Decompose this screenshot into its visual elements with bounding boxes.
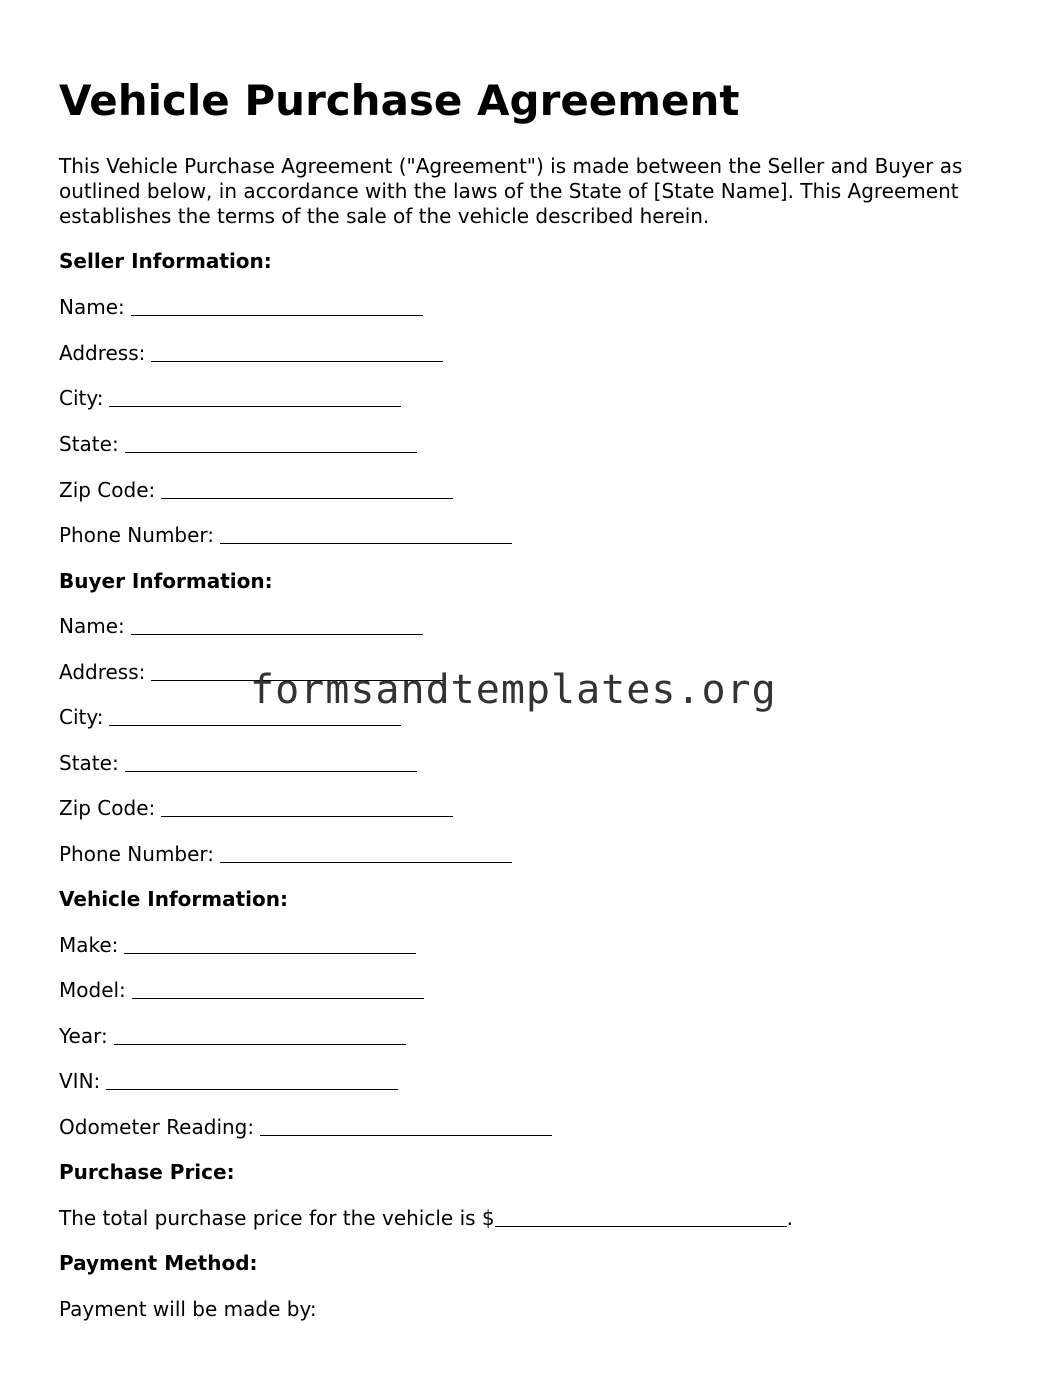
- seller-phone-field: [59, 522, 512, 548]
- price-text-before: The total purchase price for the vehicle is $: [59, 1206, 495, 1230]
- seller-city-label: City:: [59, 386, 104, 410]
- seller-name-label: Name:: [59, 295, 125, 319]
- vehicle-heading: Vehicle Information:: [59, 887, 288, 911]
- seller-address-label: Address:: [59, 341, 146, 365]
- vehicle-model-blank[interactable]: [132, 980, 424, 999]
- seller-state-label: State:: [59, 432, 119, 456]
- price-text-after: .: [786, 1206, 793, 1230]
- seller-address-blank[interactable]: [151, 343, 443, 362]
- seller-phone-blank[interactable]: [220, 525, 512, 544]
- seller-city-field: [59, 385, 401, 411]
- vehicle-year-label: Year:: [59, 1024, 108, 1048]
- buyer-address-label: Address:: [59, 660, 146, 684]
- vehicle-year-field: [59, 1023, 406, 1049]
- payment-heading: Payment Method:: [59, 1251, 258, 1275]
- vehicle-vin-label: VIN:: [59, 1069, 101, 1093]
- buyer-state-label: State:: [59, 751, 119, 775]
- buyer-heading: Buyer Information:: [59, 569, 273, 593]
- vehicle-make-label: Make:: [59, 933, 119, 957]
- seller-state-field: [59, 431, 417, 457]
- seller-phone-label: Phone Number:: [59, 523, 215, 547]
- buyer-phone-field: [59, 841, 512, 867]
- vehicle-model-field: [59, 977, 424, 1003]
- payment-text: Payment will be made by:: [59, 1297, 317, 1321]
- seller-address-field: [59, 340, 443, 366]
- buyer-zip-blank[interactable]: [161, 798, 453, 817]
- buyer-name-field: [59, 613, 423, 639]
- seller-zip-field: [59, 477, 453, 503]
- vehicle-model-label: Model:: [59, 978, 126, 1002]
- seller-state-blank[interactable]: [125, 434, 417, 453]
- seller-name-blank[interactable]: [131, 297, 423, 316]
- intro-paragraph: This Vehicle Purchase Agreement ("Agreement") is made between the Seller and Buyer as outlined below, in accordance with the laws of the State of [State Name]. This Agreement establishes the terms of the sale of the vehicle described herein.: [59, 154, 963, 228]
- seller-city-blank[interactable]: [109, 388, 401, 407]
- vehicle-make-field: [59, 932, 416, 958]
- vehicle-odometer-field: [59, 1114, 552, 1140]
- buyer-zip-label: Zip Code:: [59, 796, 156, 820]
- seller-name-field: [59, 294, 423, 320]
- vehicle-odometer-blank[interactable]: [260, 1117, 552, 1136]
- page-title: Vehicle Purchase Agreement: [59, 76, 740, 125]
- buyer-city-label: City:: [59, 705, 104, 729]
- buyer-name-label: Name:: [59, 614, 125, 638]
- buyer-zip-field: [59, 795, 453, 821]
- price-blank[interactable]: [495, 1208, 787, 1227]
- buyer-phone-label: Phone Number:: [59, 842, 215, 866]
- vehicle-vin-blank[interactable]: [106, 1071, 398, 1090]
- vehicle-odometer-label: Odometer Reading:: [59, 1115, 255, 1139]
- vehicle-vin-field: [59, 1068, 398, 1094]
- price-field: [59, 1205, 793, 1231]
- buyer-name-blank[interactable]: [131, 616, 423, 635]
- vehicle-year-blank[interactable]: [114, 1026, 406, 1045]
- watermark: formsandtemplates.org: [250, 667, 777, 713]
- seller-zip-label: Zip Code:: [59, 478, 156, 502]
- buyer-state-blank[interactable]: [125, 753, 417, 772]
- vehicle-make-blank[interactable]: [124, 935, 416, 954]
- price-heading: Purchase Price:: [59, 1160, 235, 1184]
- buyer-phone-blank[interactable]: [220, 844, 512, 863]
- seller-heading: Seller Information:: [59, 249, 272, 273]
- seller-zip-blank[interactable]: [161, 480, 453, 499]
- buyer-state-field: [59, 750, 417, 776]
